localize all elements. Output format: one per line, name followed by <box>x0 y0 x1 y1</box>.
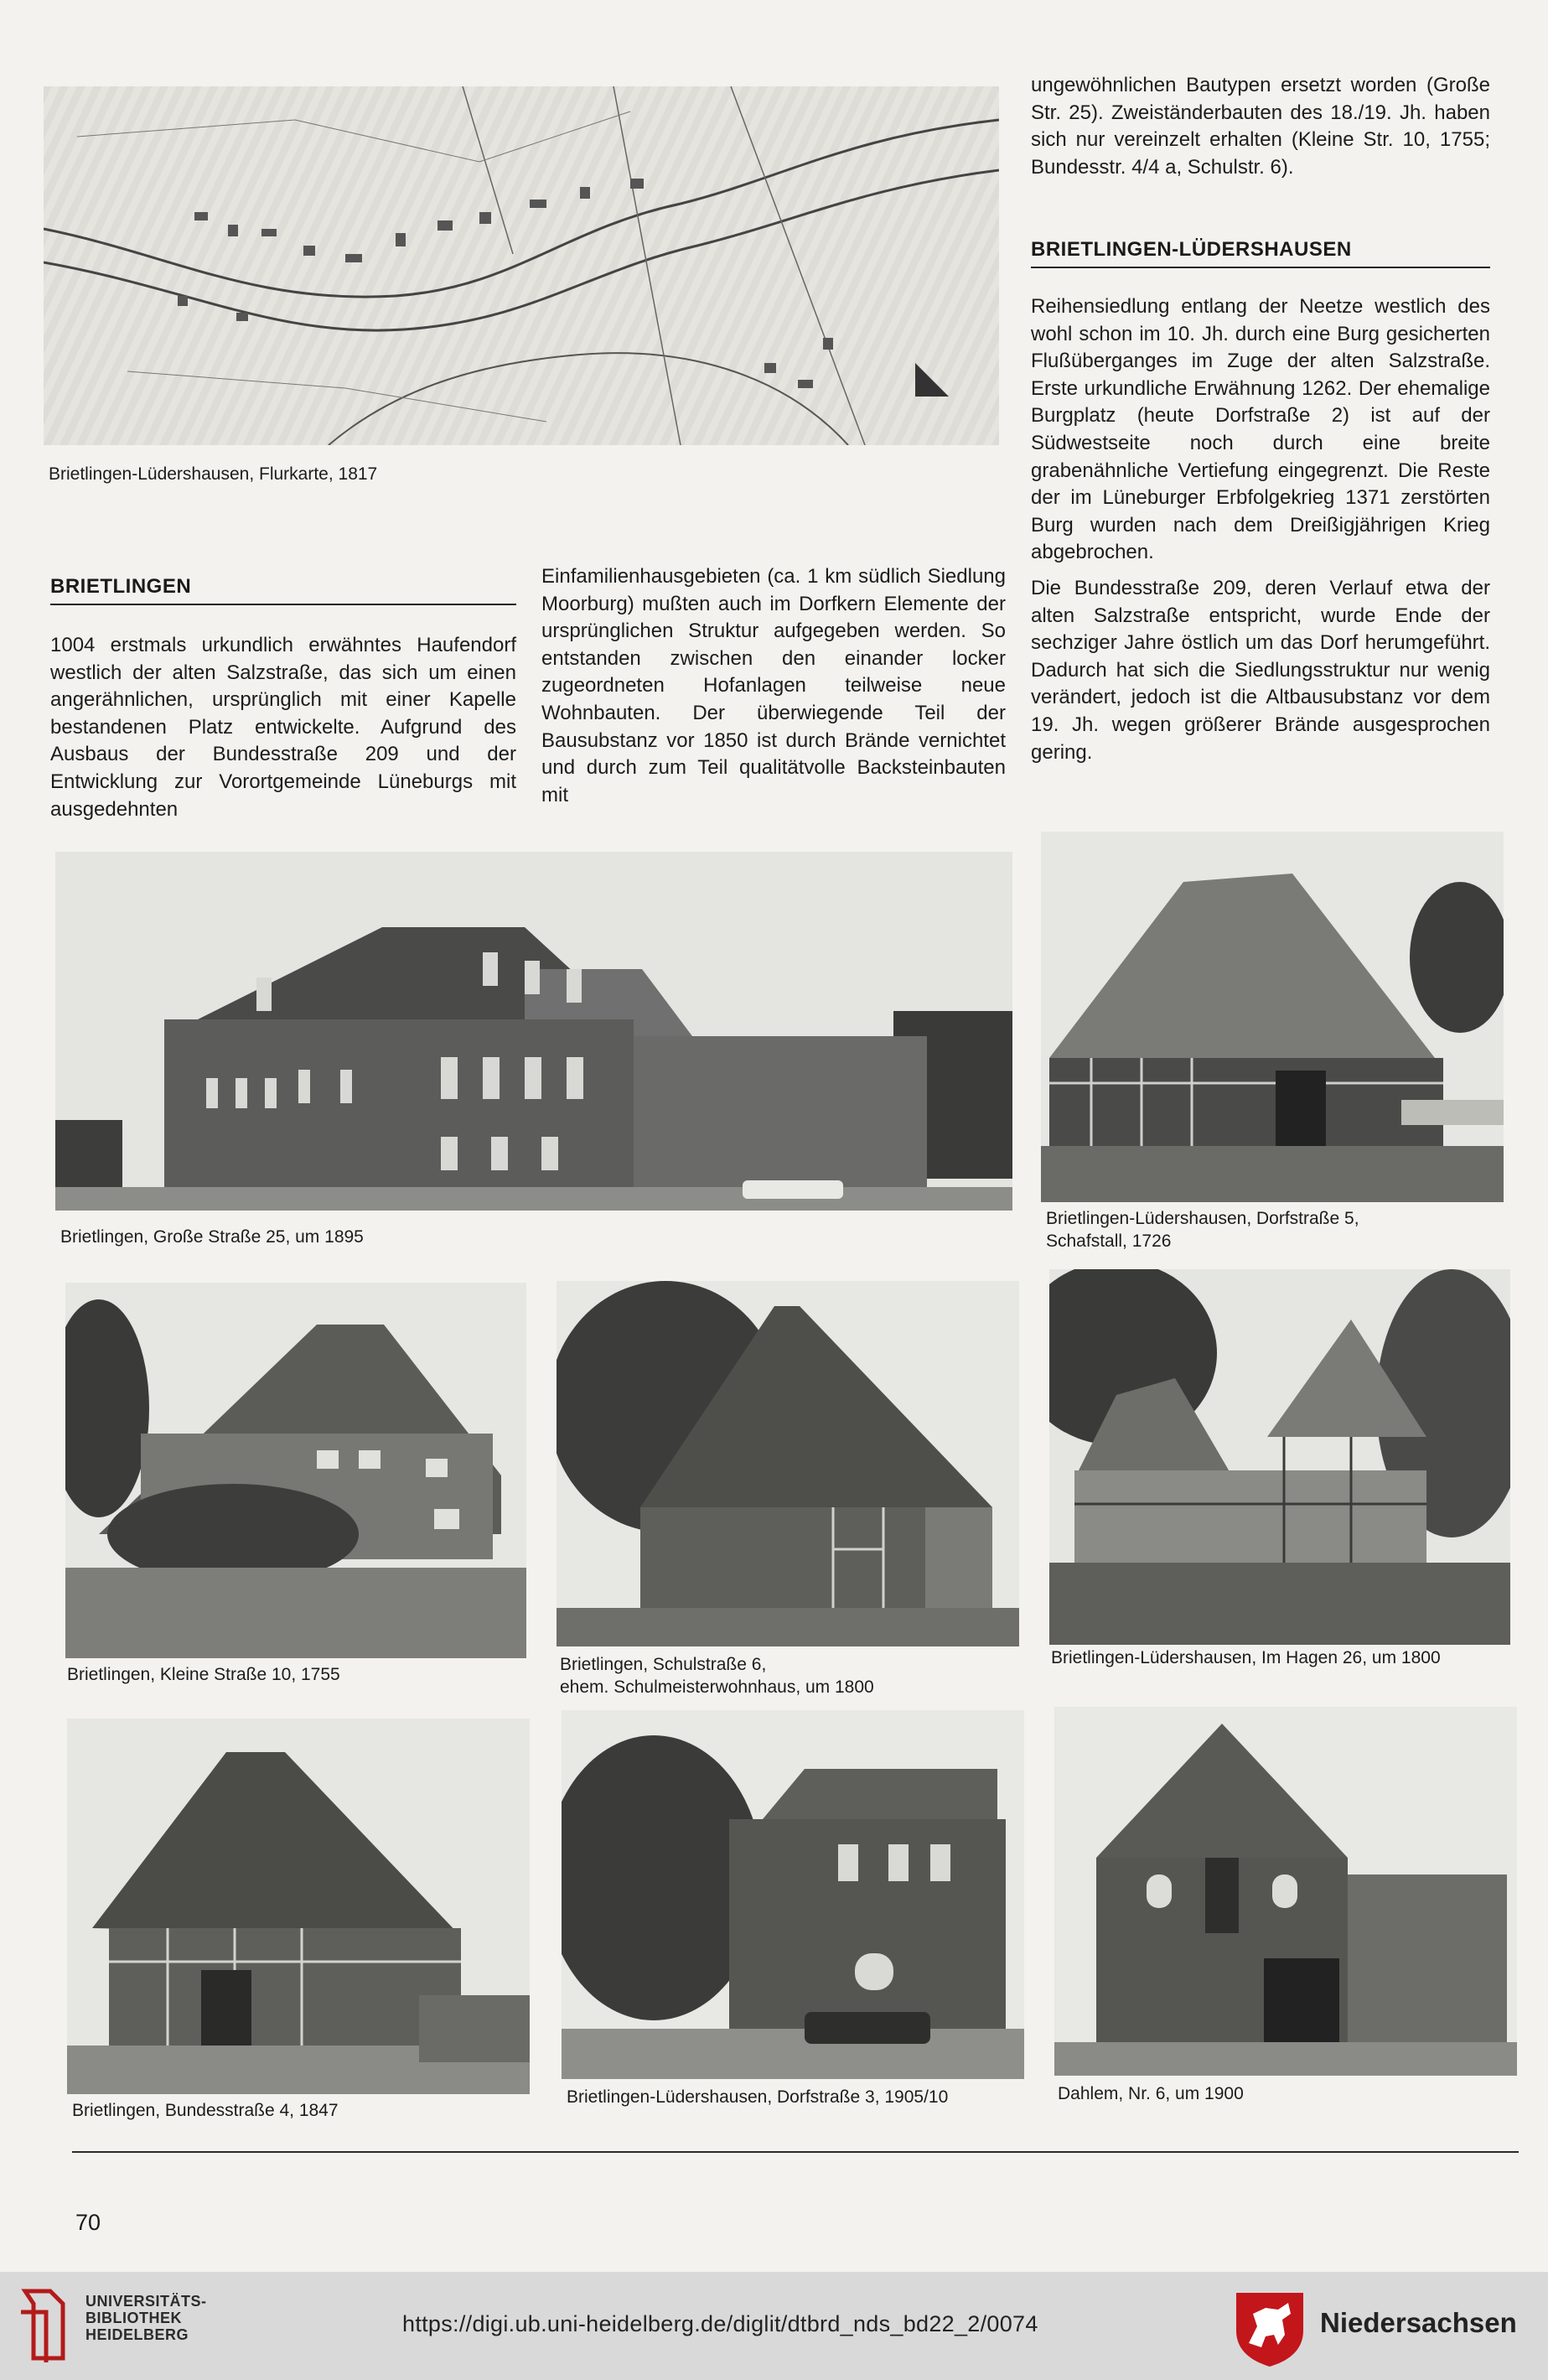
university-library-name[interactable]: UNIVERSITÄTS- BIBLIOTHEK HEIDELBERG <box>85 2293 207 2343</box>
brietlingen-column1-text: 1004 erstmals urkundlich erwähntes Haufendorf westlich der alten Salzstraße, das sich um einen angerähnlichen, ursprünglich mit einer Kapelle bestandenen Platz entwickelte. Aufgrund des Ausbaus der Bundesstraße 209 und der Entwicklung zur Vorortgemeinde Lüneburgs mit ausgedehnten <box>50 634 516 821</box>
caption-kleine-strasse-10: Brietlingen, Kleine Straße 10, 1755 <box>67 1665 340 1684</box>
heading-brietlingen: BRIETLINGEN <box>50 575 516 605</box>
caption-dorfstrasse-5: Brietlingen-Lüdershausen, Dorfstraße 5, Schafstall, 1726 <box>1046 1209 1359 1251</box>
photo-grosse-strasse-25 <box>55 852 1012 1211</box>
bottom-rule <box>72 2151 1519 2153</box>
photo-kleine-strasse-10 <box>65 1283 526 1658</box>
column3-body <box>1031 293 1490 766</box>
photo-dorfstrasse-5 <box>1041 832 1504 1202</box>
historical-map-image <box>44 86 999 445</box>
photo-im-hagen-26 <box>1049 1269 1510 1645</box>
map-drawing <box>44 86 999 445</box>
caption-dahlem-6: Dahlem, Nr. 6, um 1900 <box>1058 2084 1244 2103</box>
niedersachsen-horse-icon[interactable] <box>1228 2284 1312 2368</box>
caption-schulstrasse-6: Brietlingen, Schulstraße 6, ehem. Schulmeisterwohnhaus, um 1800 <box>560 1655 874 1697</box>
caption-im-hagen-26: Brietlingen-Lüdershausen, Im Hagen 26, um 1800 <box>1051 1648 1441 1667</box>
paragraph-luedershausen-1: Reihensiedlung entlang der Neetze westlich des wohl schon im 10. Jh. durch eine Burg gesicherten Flußüberganges im Zuge der alten Salzstraße. Erste urkundliche Erwähnung 1262. Der ehemalige Burgplatz (heute Dorfstraße 2) ist auf der Südwestseite noch durch eine breite grabenähnliche Vertiefung eingegrenzt. Die Reste der im Lüneburger Erbfolgekrieg 1371 zerstörten Burg wurden nach dem Dreißigjährigen Krieg abgebrochen. <box>1031 295 1490 564</box>
photo-dahlem-6 <box>1054 1707 1517 2076</box>
caption-bundesstrasse-4: Brietlingen, Bundesstraße 4, 1847 <box>72 2101 339 2120</box>
caption-dorfstrasse-3: Brietlingen-Lüdershausen, Dorfstraße 3, 1905/10 <box>567 2087 949 2107</box>
brietlingen-column2-text: Einfamilienhausgebieten (ca. 1 km südlich Siedlung Moorburg) mußten auch im Dorfkern Elemente der ursprünglichen Struktur aufgegeben werden. So entstanden zwischen den einander locker zugeordneten Hofanlagen teilweise neue Wohnbauten. Der überwiegende Teil der Bausubstanz vor 1850 ist durch Brände vernichtet und durch zum Teil qualitätvolle Backsteinbauten mit <box>541 565 1006 806</box>
paragraph-luedershausen-2: Die Bundesstraße 209, deren Verlauf etwa der alten Salzstraße entspricht, wurde Ende der sechziger Jahre östlich um das Dorf herumgeführt. Dadurch hat sich die Siedlungsstruktur nur wenig verändert, jedoch ist die Altbausubstanz vor dem 19. Jh. wegen größerer Brände ausgesprochen gering. <box>1031 576 1490 764</box>
map-caption: Brietlingen-Lüdershausen, Flurkarte, 1817 <box>49 464 378 484</box>
column3-intro-text: ungewöhnlichen Bautypen ersetzt worden (Große Str. 25). Zweiständerbauten des 18./19. Jh. haben sich nur vereinzelt erhalten (Kleine Str. 10, 1755; Bundesstr. 4/4 a, Schulstr. 6). <box>1031 74 1490 179</box>
heading-brietlingen-luedershausen: BRIETLINGEN-LÜDERSHAUSEN <box>1031 238 1490 268</box>
caption-grosse-strasse-25: Brietlingen, Große Straße 25, um 1895 <box>60 1227 364 1247</box>
page-number: 70 <box>75 2210 101 2235</box>
university-library-logo-icon[interactable] <box>17 2283 72 2367</box>
niedersachsen-label[interactable]: Niedersachsen <box>1320 2307 1517 2338</box>
photo-bundesstrasse-4 <box>67 1719 530 2094</box>
page-url[interactable]: https://digi.ub.uni-heidelberg.de/diglit/dtbrd_nds_bd22_2/0074 <box>402 2311 1038 2336</box>
photo-schulstrasse-6 <box>557 1281 1019 1646</box>
photo-dorfstrasse-3 <box>562 1710 1024 2079</box>
